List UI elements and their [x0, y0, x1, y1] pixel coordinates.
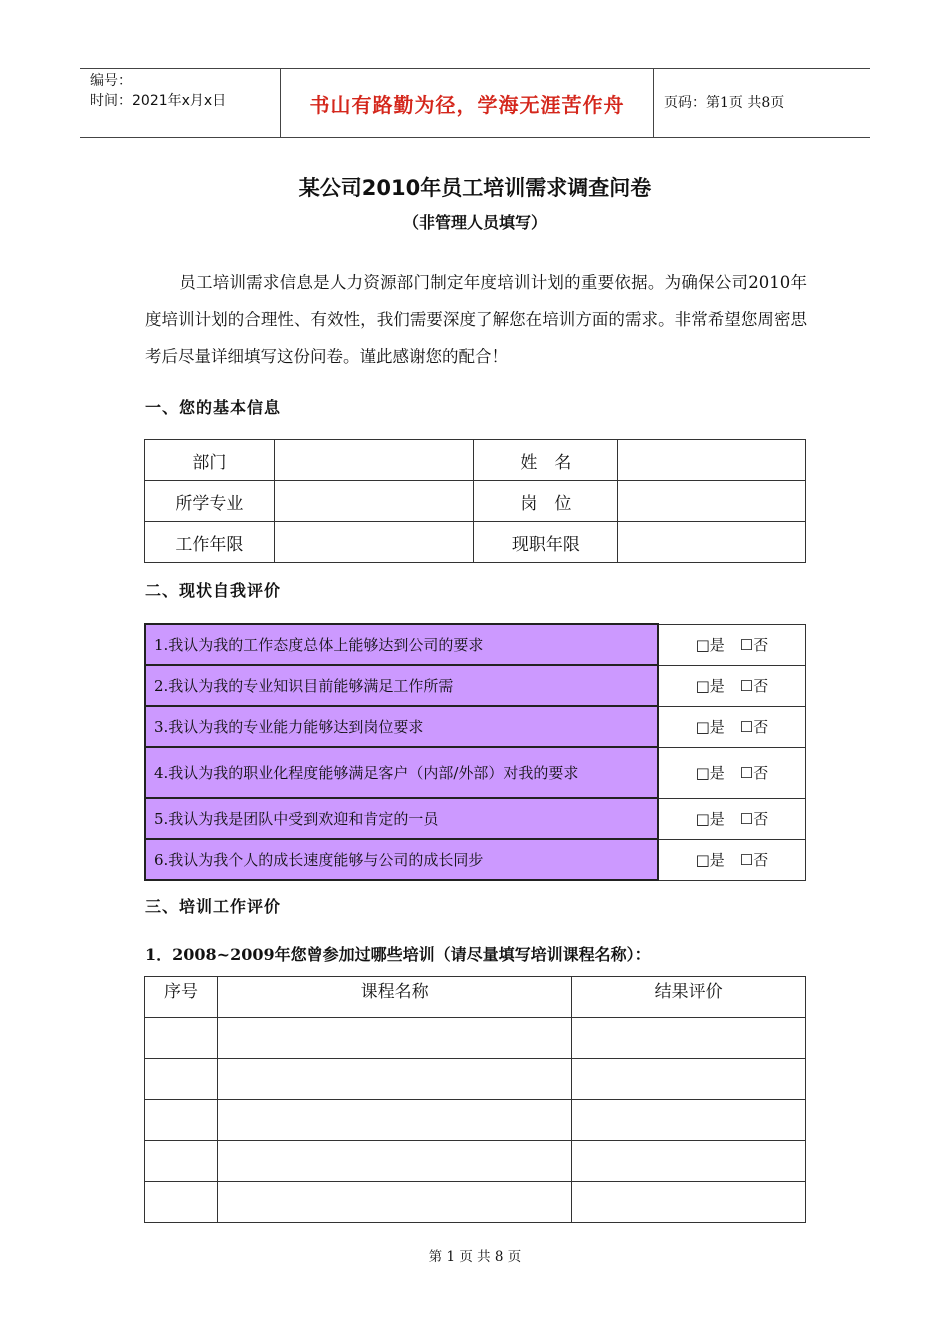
result-cell[interactable] — [572, 1059, 806, 1100]
yes-no-options[interactable]: □是 ☐否 — [658, 706, 806, 747]
eval-question: 1.我认为我的工作态度总体上能够达到公司的要求 — [145, 624, 658, 665]
training-question: 1．2008~2009年您曾参加过哪些培训（请尽量填写培训课程名称）： — [145, 945, 651, 964]
column-header-result: 结果评价 — [572, 977, 806, 1018]
table-header-row — [145, 977, 806, 1018]
major-field[interactable] — [274, 481, 474, 522]
yes-no-options[interactable]: □是 ☐否 — [658, 665, 806, 706]
eval-question: 2.我认为我的专业知识目前能够满足工作所需 — [145, 665, 658, 706]
table-row — [145, 665, 806, 706]
header-page: 页码：第1页 共8页 — [664, 95, 785, 111]
eval-question: 6.我认为我个人的成长速度能够与公司的成长同步 — [145, 839, 658, 880]
table-row — [145, 1141, 806, 1182]
info-label-work-years: 工作年限 — [145, 522, 275, 563]
table-row — [145, 522, 806, 563]
course-cell[interactable] — [217, 1182, 571, 1223]
table-row — [145, 1059, 806, 1100]
basic-info-table — [144, 439, 806, 563]
table-row — [145, 1100, 806, 1141]
course-cell[interactable] — [217, 1141, 571, 1182]
table-row — [145, 481, 806, 522]
department-field[interactable] — [274, 440, 474, 481]
number-cell[interactable] — [145, 1182, 218, 1223]
self-eval-table — [144, 623, 806, 881]
yes-no-options[interactable]: □是 ☐否 — [658, 798, 806, 839]
position-field[interactable] — [618, 481, 806, 522]
course-cell[interactable] — [217, 1018, 571, 1059]
number-cell[interactable] — [145, 1018, 218, 1059]
table-row — [145, 1018, 806, 1059]
result-cell[interactable] — [572, 1182, 806, 1223]
info-label-major: 所学专业 — [145, 481, 275, 522]
intro-paragraph — [145, 264, 807, 375]
header-time: 时间：2021年x月x日 — [90, 93, 227, 109]
table-row — [145, 706, 806, 747]
table-row — [145, 798, 806, 839]
eval-question: 5.我认为我是团队中受到欢迎和肯定的一员 — [145, 798, 658, 839]
course-cell[interactable] — [217, 1059, 571, 1100]
eval-question: 3.我认为我的专业能力能够达到岗位要求 — [145, 706, 658, 747]
course-cell[interactable] — [217, 1100, 571, 1141]
number-cell[interactable] — [145, 1100, 218, 1141]
yes-no-options[interactable]: □是 ☐否 — [658, 839, 806, 880]
section2-heading: 二、现状自我评价 — [145, 581, 282, 600]
header-motto: 书山有路勤为径，学海无涯苦作舟 — [309, 92, 625, 117]
document-header — [80, 68, 870, 138]
table-row — [145, 747, 806, 798]
table-row — [145, 1182, 806, 1223]
header-motto-cell — [281, 69, 654, 137]
work-years-field[interactable] — [274, 522, 474, 563]
column-header-number: 序号 — [145, 977, 218, 1018]
table-row — [145, 440, 806, 481]
yes-no-options[interactable]: □是 ☐否 — [658, 747, 806, 798]
table-row — [145, 839, 806, 880]
info-label-department: 部门 — [145, 440, 275, 481]
eval-question: 4.我认为我的职业化程度能够满足客户（内部/外部）对我的要求 — [145, 747, 658, 798]
info-label-position: 岗 位 — [474, 481, 618, 522]
section1-heading: 一、您的基本信息 — [145, 398, 282, 417]
training-history-table — [144, 976, 806, 1223]
page-title: 某公司2010年员工培训需求调查问卷 — [298, 176, 652, 200]
page-footer: 第 1 页 共 8 页 — [428, 1249, 522, 1265]
number-cell[interactable] — [145, 1059, 218, 1100]
section3-heading: 三、培训工作评价 — [145, 897, 282, 916]
page-subtitle: （非管理人员填写） — [402, 213, 547, 232]
yes-no-options[interactable]: □是 ☐否 — [658, 624, 806, 665]
info-label-current-years: 现职年限 — [474, 522, 618, 563]
header-meta — [80, 69, 281, 137]
current-years-field[interactable] — [618, 522, 806, 563]
name-field[interactable] — [618, 440, 806, 481]
table-row — [145, 624, 806, 665]
number-cell[interactable] — [145, 1141, 218, 1182]
result-cell[interactable] — [572, 1100, 806, 1141]
column-header-course: 课程名称 — [217, 977, 571, 1018]
info-label-name: 姓 名 — [474, 440, 618, 481]
result-cell[interactable] — [572, 1018, 806, 1059]
intro-text: 员工培训需求信息是人力资源部门制定年度培训计划的重要依据。为确保公司2010年度培训计划的合理性、有效性，我们需要深度了解您在培训方面的需求。非常希望您周密思考后尽量详细填写这份问卷。谨此感谢您的配合！ — [145, 273, 807, 366]
result-cell[interactable] — [572, 1141, 806, 1182]
header-number: 编号： — [90, 73, 132, 89]
